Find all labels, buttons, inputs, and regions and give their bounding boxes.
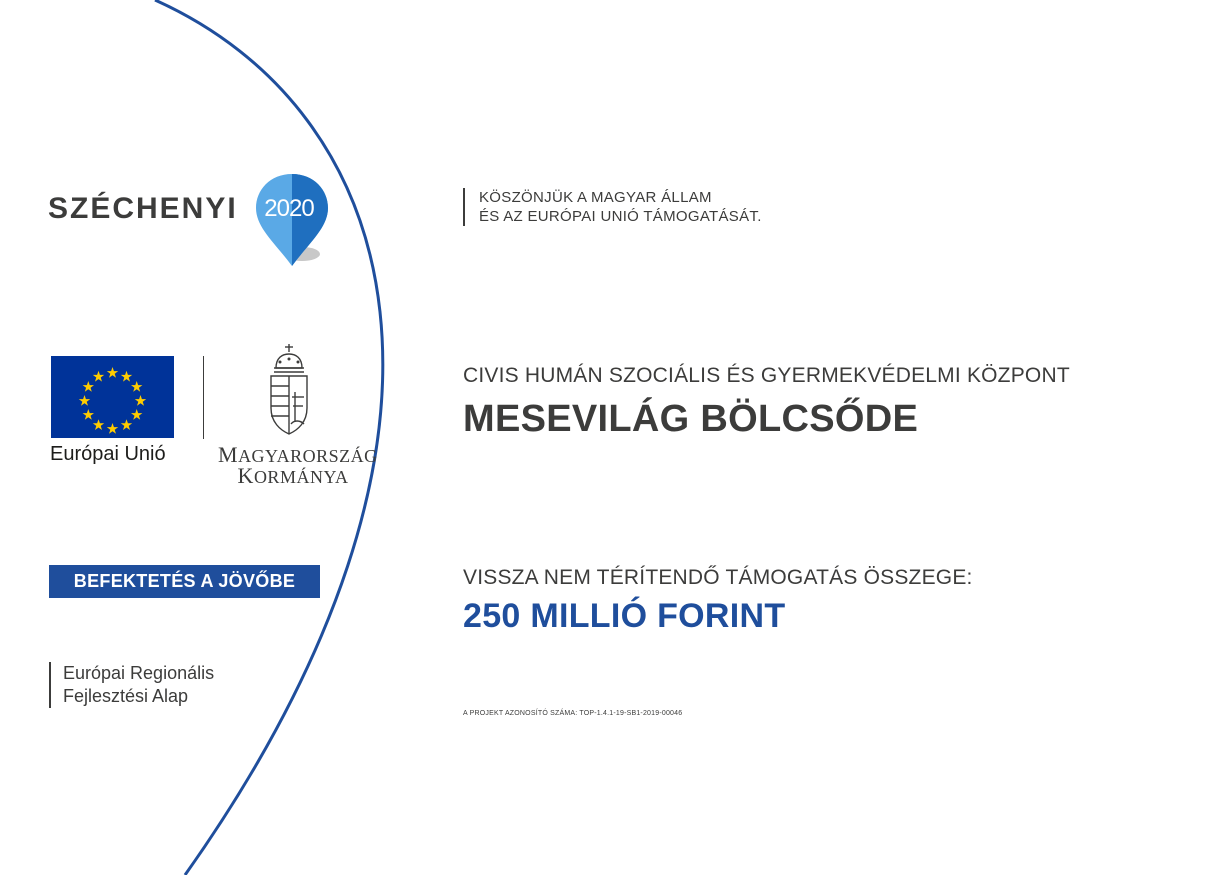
eu-label: Európai Unió — [50, 443, 166, 465]
logo-divider — [203, 356, 204, 439]
government-label — [218, 442, 378, 488]
organization-name: CIVIS HUMÁN SZOCIÁLIS ÉS GYERMEKVÉDELMI KÖZPONT — [463, 364, 1070, 387]
thanks-note — [463, 188, 762, 226]
szechenyi-year: 2020 — [264, 195, 314, 222]
fund-label-line2: Fejlesztési Alap — [63, 686, 189, 706]
coat-of-arms-icon — [262, 342, 316, 438]
thanks-line2: ÉS AZ EURÓPAI UNIÓ TÁMOGATÁSÁT. — [479, 208, 762, 225]
government-label-line2: KORMÁNYA — [237, 463, 349, 488]
thanks-line1: KÖSZÖNJÜK A MAGYAR ÁLLAM — [479, 189, 712, 206]
project-title: MESEVILÁG BÖLCSŐDE — [463, 398, 919, 440]
eu-flag-icon — [51, 356, 174, 438]
szechenyi-2020-logo — [48, 170, 338, 270]
grant-amount: 250 MILLIÓ FORINT — [463, 597, 786, 635]
fund-label — [49, 662, 214, 708]
project-id: A PROJEKT AZONOSÍTÓ SZÁMA: TOP-1.4.1-19-SB1-2019-00046 — [463, 710, 683, 717]
government-label-line1: MAGYARORSZÁG — [218, 442, 378, 467]
grant-label: VISSZA NEM TÉRÍTENDŐ TÁMOGATÁS ÖSSZEGE: — [463, 566, 973, 589]
szechenyi-wordmark: SZÉCHENYI — [48, 192, 238, 225]
fund-label-line1: Európai Regionális — [63, 663, 215, 683]
invest-future-banner: BEFEKTETÉS A JÖVŐBE — [49, 565, 320, 598]
